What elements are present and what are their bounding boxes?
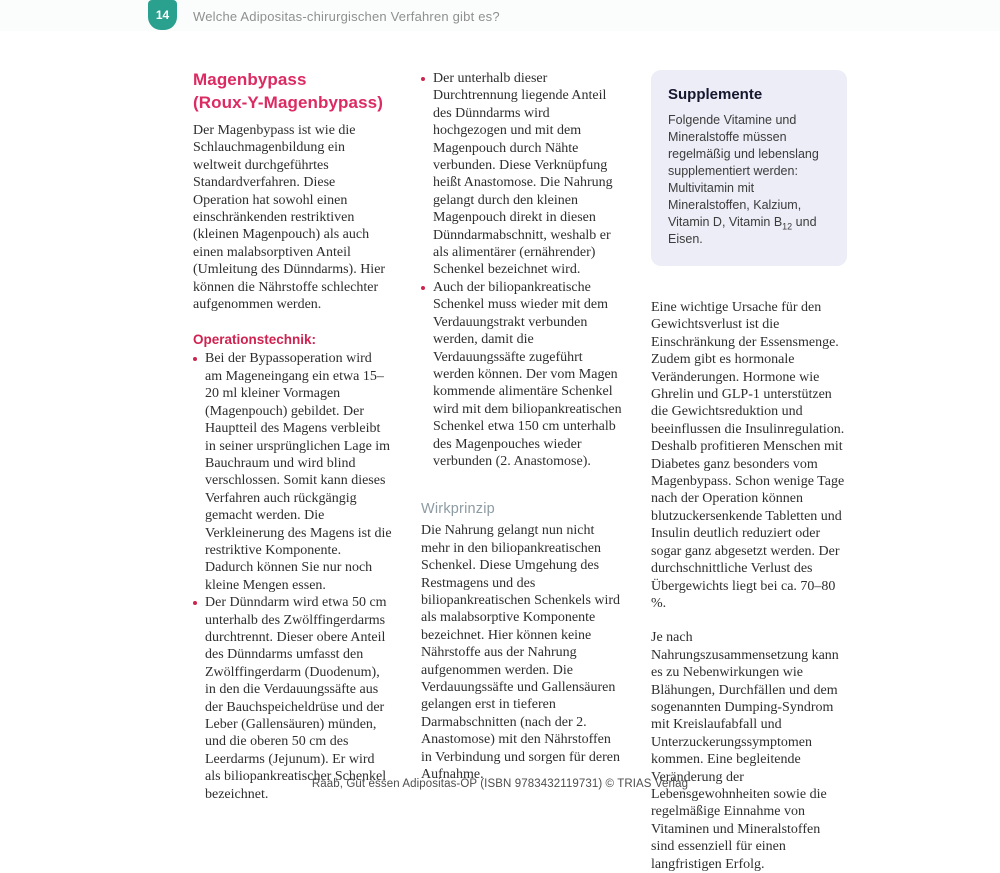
intro-paragraph: Der Magenbypass ist wie die Schlauchmagenbildung ein weltweit durchgeführtes Standardverfahren. Diese Operation hat sowohl einen einschränkenden restriktiven (kleinen Magenpouch) als auch einen malabsorptiven Anteil (Umleitung des Dünndarms). Hier können die Nährstoffe schlechter aufgenommen werden. — [193, 123, 386, 313]
vitamin-b12-subscript: 12 — [782, 221, 793, 232]
bullet-dot-icon — [193, 601, 197, 605]
list-item — [421, 279, 622, 470]
operationstechnik-subheading: Operationstechnik: — [193, 332, 317, 348]
supplemente-infobox — [651, 70, 847, 266]
list-item-text: Bei der Bypassoperation wird am Mageneingang ein etwa 15–20 ml kleiner Vormagen (Magenpouch) gebildet. Der Hauptteil des Magens verbleibt in seiner ursprünglichen Lage im Bauchraum und wird blind verschlossen. Somit kann dieses Verfahren auch rückgängig gemacht werden. Die Verkleinerung des Magens ist die restriktive Komponente. Dadurch können Sie nur noch kleine Mengen essen. — [205, 351, 392, 593]
wirkprinzip-paragraph: Die Nahrung gelangt nun nicht mehr in den biliopankreatischen Schenkel. Diese Umgehung des Restmagens und des biliopankreatischen Schenkels wird als malabsorptive Komponente bezeichnet. Hier können keine Nährstoffe aus der Nahrung aufgenommen werden. Die Verdauungssäfte und Gallensäuren gelangen erst in tieferen Darmabschnitten (nach der 2. Anastomose) mit den Nährstoffen in Verbindung und sorgen für deren Aufnahme. — [421, 523, 621, 783]
operationstechnik-list-part2 — [421, 70, 622, 470]
wirkprinzip-section — [421, 501, 622, 783]
article-heading-line1: Magenbypass — [193, 70, 307, 89]
chapter-title: Welche Adipositas-chirurgischen Verfahren gibt es? — [193, 9, 500, 24]
bullet-dot-icon — [421, 77, 425, 81]
side-effects-paragraph: Je nach Nahrungszusammensetzung kann es zu Nebenwirkungen wie Blähungen, Durchfällen und dem sogenannten Dumping-Syndrom mit Kreislaufabfall und Unterzuckerungssymptomen kommen. Eine begleitende Veränderung der Lebensgewohnheiten sowie die regelmäßige Einnahme von Vitaminen und Mineralstoffen sind essenziell für einen langfristigen Erfolg. — [651, 630, 839, 872]
article-heading-line2: (Roux-Y-Magenbypass) — [193, 93, 383, 112]
wirkprinzip-heading: Wirkprinzip — [421, 501, 495, 518]
list-item-text: Der Dünndarm wird etwa 50 cm unterhalb des Zwölffingerdarms durchtrennt. Dieser obere Anteil des Dünndarms umfasst den Zwölffingerdarm (Duodenum), in den die Verdauungssäfte aus der Bauchspeicheldrüse und der Leber (Gallensäuren) münden, und die oberen 50 cm des Leerdarms (Jejunum). Er wird als biliopankreatischer Schenkel bezeichnet. — [205, 595, 387, 802]
weight-loss-paragraph: Eine wichtige Ursache für den Gewichtsverlust ist die Einschränkung der Essensmenge. Zudem gibt es hormonale Veränderungen. Hormone wie Ghrelin und GLP-1 unterstützen die Gewichtsreduktion und beeinflussen die Insulinregulation. Deshalb profitieren Menschen mit Diabetes ganz besonders vom Magenbypass. Schon wenige Tage nach der Operation können blutzuckersenkende Tabletten und Insulin deutlich reduziert oder sogar ganz abgesetzt werden. Der durchschnittliche Verlust des Übergewichts liegt bei ca. 70–80 %. — [651, 300, 845, 611]
operationstechnik-list-part1 — [193, 350, 392, 803]
page-number: 14 — [155, 8, 170, 22]
bullet-dot-icon — [193, 357, 197, 361]
list-item-text: Auch der biliopankreatische Schenkel muss wieder mit dem Verdauungstrakt verbunden werden, damit die Verdauungssäfte zugeführt werden können. Der vom Magen kommende alimentäre Schenkel wird mit dem biliopankreatischen Schenkel etwa 150 cm unterhalb des Magenpouches wieder verbunden (2. Anastomose). — [433, 279, 622, 469]
footer-credit: Raab, Gut essen Adipositas-OP (ISBN 9783432119731) © TRIAS Verlag — [311, 778, 689, 790]
list-item-text: Der unterhalb dieser Durchtrennung liegende Anteil des Dünndarms wird hochgezogen und mit dem Magenpouch durch Nähte verbunden. Diese Verknüpfung heißt Anastomose. Die Nahrung gelangt durch den kleinen Magenpouch direkt in diesen Dünndarmabschnitt, weshalb er als alimentärer (ernährender) Schenkel bezeichnet wird. — [433, 71, 613, 278]
list-item — [421, 70, 622, 279]
page-number-badge — [148, 0, 177, 30]
bullet-dot-icon — [421, 286, 425, 290]
article-heading — [193, 68, 392, 114]
column-left — [193, 66, 392, 803]
supplemente-text-before-subscript: Folgende Vitamine und Mineralstoffe müssen regelmäßig und lebenslang supplementiert werden: Multivitamin mit Mineralstoffen, Kalzium, Vitamin D, Vitamin B — [668, 113, 819, 229]
supplemente-title: Supplemente — [668, 86, 763, 103]
supplemente-text-after-subscript: und Eisen. — [668, 215, 817, 246]
column-middle — [421, 66, 622, 783]
list-item — [193, 350, 392, 594]
list-item — [193, 594, 392, 803]
column-right — [651, 66, 847, 873]
supplemente-body — [668, 112, 830, 248]
